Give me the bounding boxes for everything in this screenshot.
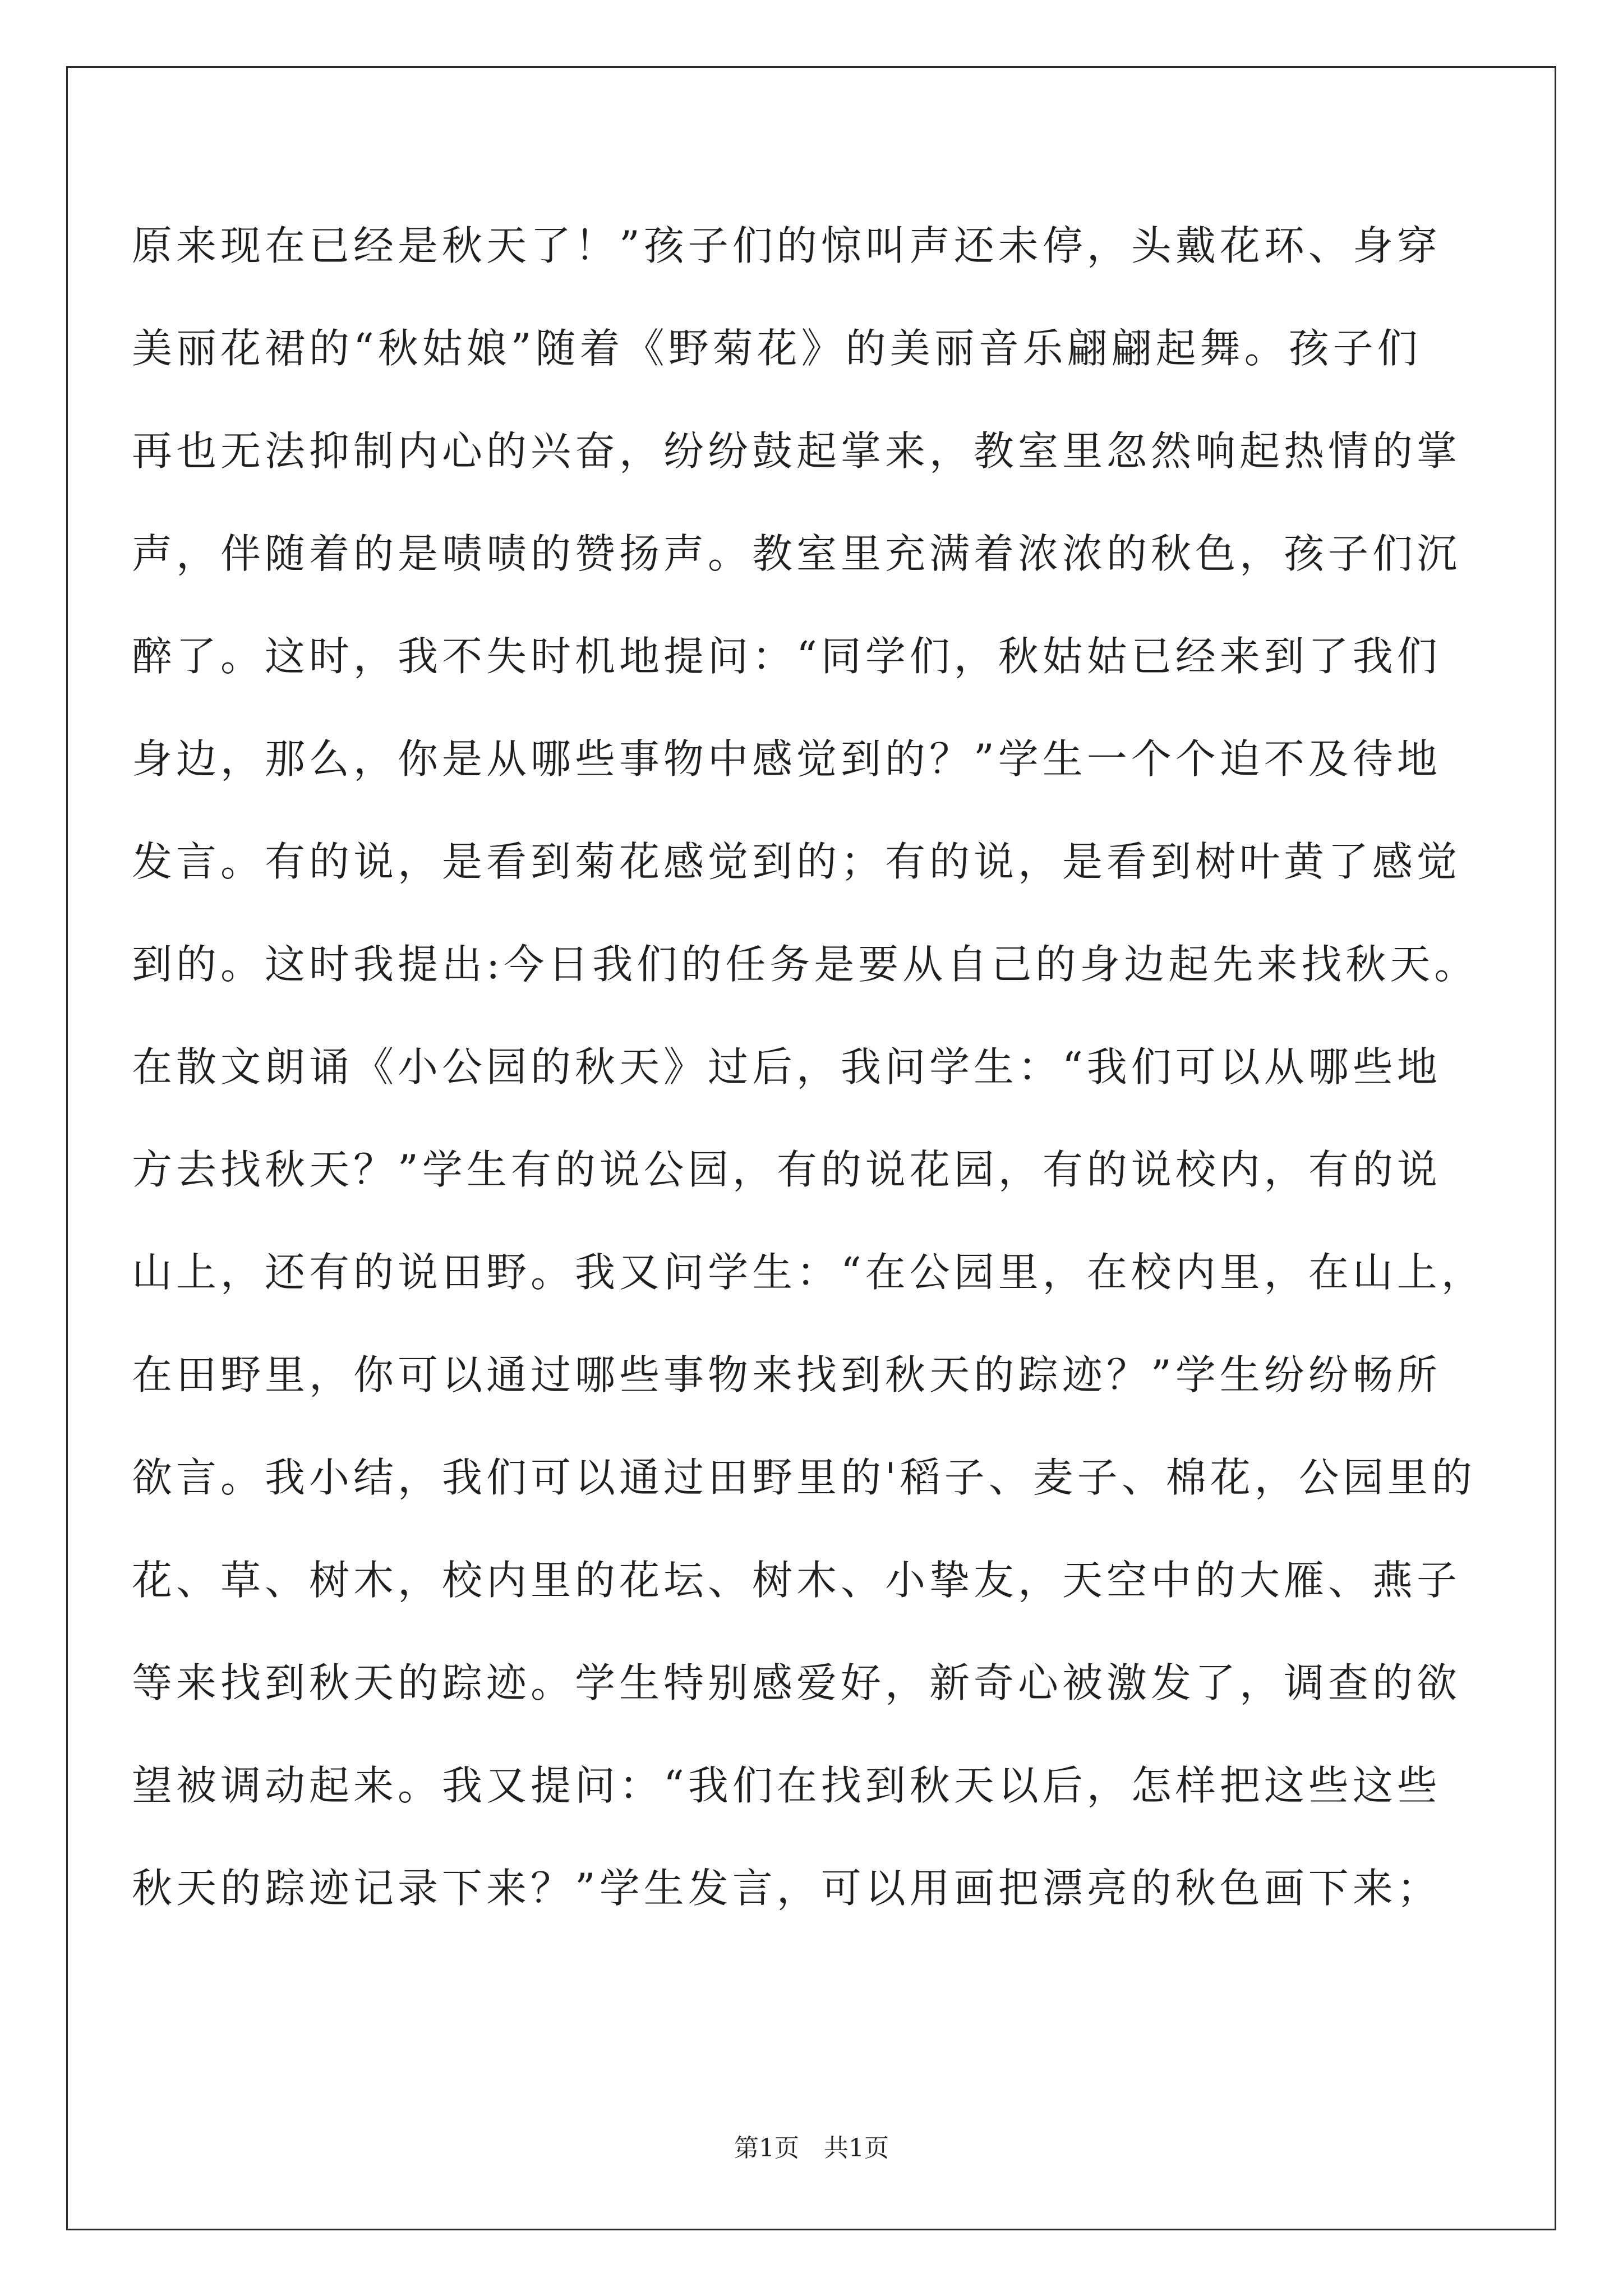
text-line: 山上，还有的说田野。我又问学生：“在公园里，在校内里，在山上， [132, 1249, 1486, 1296]
text-line: 望被调动起来。我又提问：“我们在找到秋天以后，怎样把这些这些 [132, 1762, 1441, 1809]
text-line: 在散文朗诵《小公园的秋天》过后，我问学生：“我们可以从哪些地 [132, 1043, 1441, 1091]
text-line: 发言。有的说，是看到菊花感觉到的；有的说，是看到树叶黄了感觉 [132, 838, 1461, 885]
text-line: 身边，那么，你是从哪些事物中感觉到的？”学生一个个迫不及待地 [132, 735, 1441, 783]
text-line: 在田野里，你可以通过哪些事物来找到秋天的踪迹？”学生纷纷畅所 [132, 1351, 1441, 1398]
text-line: 秋天的踪迹记录下来？”学生发言，可以用画把漂亮的秋色画下来； [132, 1865, 1441, 1912]
text-line: 方去找秋天？”学生有的说公园，有的说花园，有的说校内，有的说 [132, 1146, 1441, 1193]
text-line: 欲言。我小结，我们可以通过田野里的'稻子、麦子、棉花，公园里的 [132, 1454, 1476, 1501]
text-line: 美丽花裙的“秋姑娘”随着《野菊花》的美丽音乐翩翩起舞。孩子们 [132, 325, 1422, 372]
text-line: 醉了。这时，我不失时机地提问：“同学们，秋姑姑已经来到了我们 [132, 633, 1441, 680]
text-line: 原来现在已经是秋天了！”孩子们的惊叫声还未停，头戴花环、身穿 [132, 222, 1441, 269]
page-number-footer: 第1页 共1页 [734, 2134, 889, 2162]
text-line: 声，伴随着的是啧啧的赞扬声。教室里充满着浓浓的秋色，孩子们沉 [132, 530, 1461, 577]
text-line: 花、草、树木，校内里的花坛、树木、小挚友，天空中的大雁、燕子 [132, 1557, 1461, 1604]
text-line: 到的。这时我提出:今日我们的任务是要从自己的身边起先来找秋天。 [132, 941, 1479, 988]
text-line: 再也无法抑制内心的兴奋，纷纷鼓起掌来，教室里忽然响起热情的掌 [132, 427, 1461, 475]
text-line: 等来找到秋天的踪迹。学生特别感爱好，新奇心被激发了，调查的欲 [132, 1659, 1461, 1706]
